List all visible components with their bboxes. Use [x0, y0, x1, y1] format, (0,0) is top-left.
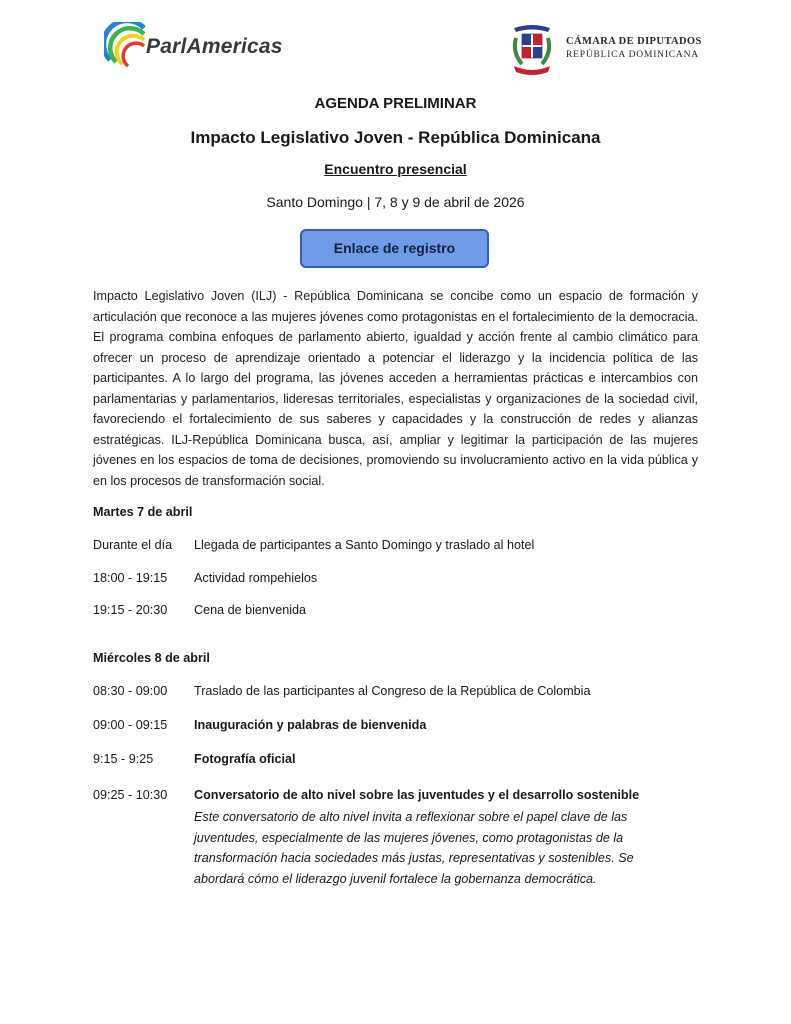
registration-link-button[interactable]: Enlace de registro [300, 229, 489, 268]
agenda-activity: Traslado de las participantes al Congreso de la República de Colombia [194, 684, 591, 698]
day-heading: Miércoles 8 de abril [93, 651, 210, 665]
agenda-activity: Llegada de participantes a Santo Domingo y traslado al hotel [194, 538, 535, 552]
coat-of-arms-icon [508, 22, 556, 76]
camara-line2: REPÚBLICA DOMINICANA [566, 50, 699, 60]
agenda-heading: AGENDA PRELIMINAR [314, 95, 477, 112]
agenda-time: Durante el día [93, 538, 173, 552]
parlamericas-arcs-icon [104, 22, 148, 72]
agenda-time: 09:00 - 09:15 [93, 718, 168, 732]
location-dates: Santo Domingo | 7, 8 y 9 de abril de 2026 [266, 194, 525, 210]
agenda-time: 19:15 - 20:30 [93, 603, 168, 617]
agenda-activity: Conversatorio de alto nivel sobre las juventudes y el desarrollo sostenible [194, 788, 640, 802]
agenda-time: 09:25 - 10:30 [93, 788, 168, 802]
format-subtitle: Encuentro presencial [324, 161, 467, 177]
agenda-description: Este conversatorio de alto nivel invita a reflexionar sobre el papel clave de las juventudes, especialmente de las mujeres jóvenes, como protagonistas de la transformación hacia sociedades más justas, representativas y sostenibles. Se abordará cómo el liderazgo juvenil fortalece la gobernanza democrática. [194, 810, 634, 886]
parlamericas-logo [104, 22, 294, 72]
agenda-activity: Cena de bienvenida [194, 603, 307, 617]
camara-diputados-logo [508, 22, 708, 78]
day-heading: Martes 7 de abril [93, 505, 193, 519]
agenda-activity: Actividad rompehielos [194, 571, 318, 585]
agenda-activity: Inauguración y palabras de bienvenida [194, 718, 427, 732]
agenda-activity: Fotografía oficial [194, 752, 296, 766]
camara-line1: CÁMARA DE DIPUTADOS [566, 36, 702, 47]
agenda-time: 18:00 - 19:15 [93, 571, 168, 585]
agenda-time: 08:30 - 09:00 [93, 684, 168, 698]
agenda-time: 9:15 - 9:25 [93, 752, 154, 766]
intro-paragraph: Impacto Legislativo Joven (ILJ) - República Dominicana se concibe como un espacio de formación y articulación que reconoce a las mujeres jóvenes como protagonistas en el fortalecimiento de la democracia. El programa combina enfoques de parlamento abierto, igualdad y acción frente al cambio climático para ofrecer un proceso de aprendizaje orientado a potenciar el liderazgo y la incidencia política de las participantes. A lo largo del programa, las jóvenes acceden a herramientas prácticas e intercambios con parlamentarias y parlamentarios, lideresas territoriales, especialistas y organizaciones de la sociedad civil, favoreciendo el fortalecimiento de sus saberes y capacidades y la construcción de redes y alianzas estratégicas. ILJ-República Dominicana busca, así, ampliar y legitimar la participación de las mujeres jóvenes en los espacios de toma de decisiones, promoviendo su involucramiento activo en la vida pública y en los procesos de transformación social. [93, 289, 698, 488]
parlamericas-brand-text: ParlAmericas [146, 35, 283, 58]
program-title: Impacto Legislativo Joven - República Dominicana [190, 128, 601, 147]
